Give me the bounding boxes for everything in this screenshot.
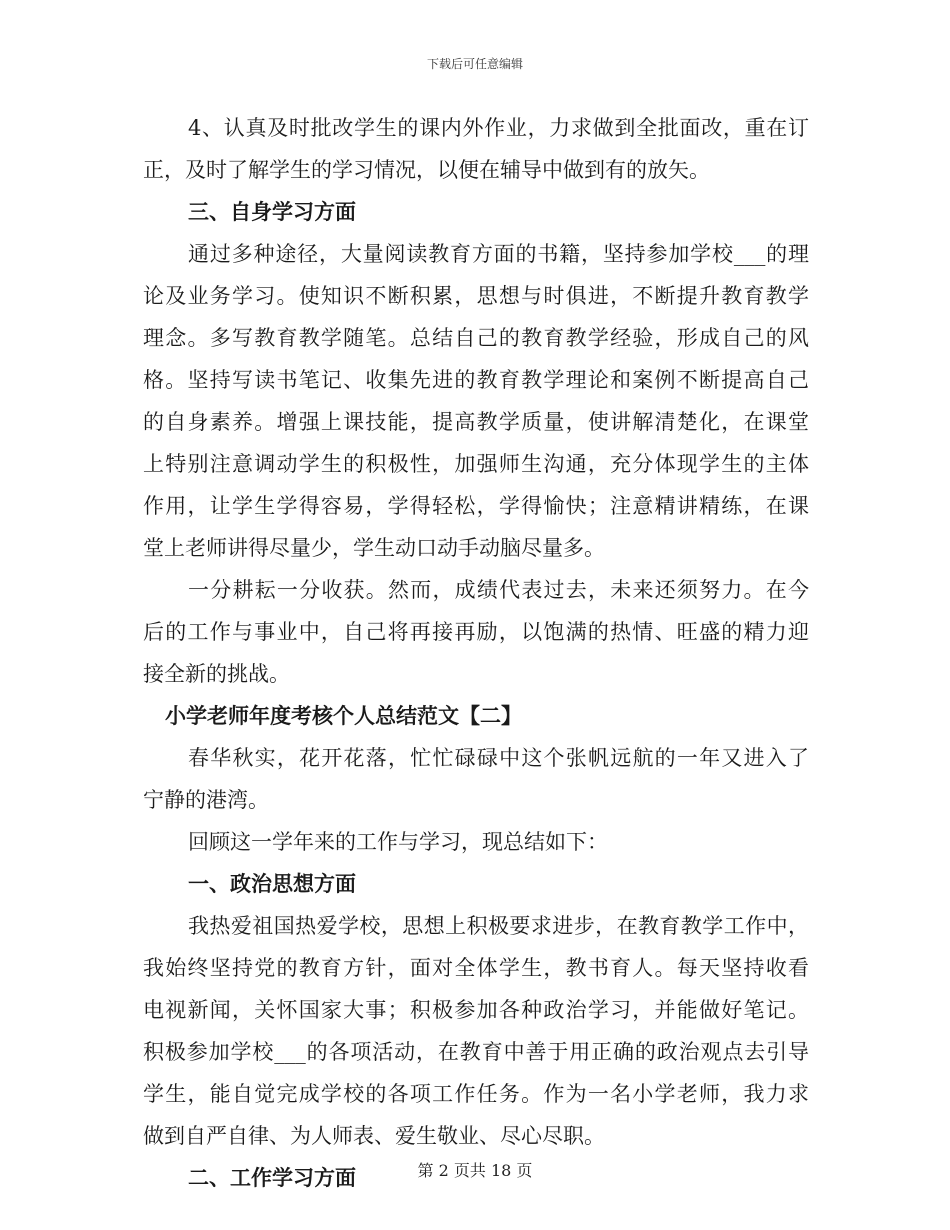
text-line: 4、认真及时批改学生的课内外作业，力求做到全批面改，重在订	[188, 116, 809, 140]
text-line: 作用，让学生学得容易，学得轻松，学得愉快；注意精讲精练，在课	[143, 494, 809, 518]
text-line: 春华秋实，花开花落，忙忙碌碌中这个张帆远航的一年又进入了	[188, 746, 809, 770]
text-line: 理念。多写教育教学随笔。总结自己的教育教学经验，形成自己的风	[143, 326, 809, 350]
page-header: 下载后可任意编辑	[426, 57, 523, 71]
text-line: 回顾这一学年来的工作与学习，现总结如下：	[188, 830, 608, 854]
document-body	[143, 107, 809, 1199]
text-line: 接全新的挑战。	[143, 662, 290, 686]
text-line: 学生，能自觉完成学校的各项工作任务。作为一名小学老师，我力求	[143, 1082, 809, 1106]
section-heading: 三、自身学习方面	[188, 199, 356, 224]
text-line: 我热爱祖国热爱学校，思想上积极要求进步，在教育教学工作中，	[188, 914, 809, 938]
text-line: 宁静的港湾。	[143, 788, 269, 812]
text-line: 堂上老师讲得尽量少，学生动口动手动脑尽量多。	[143, 536, 605, 560]
section-heading: 二、工作学习方面	[188, 1165, 356, 1190]
text-line: 论及业务学习。使知识不断积累，思想与时俱进，不断提升教育教学	[143, 284, 809, 308]
text-line: 一分耕耘一分收获。然而，成绩代表过去，未来还须努力。在今	[188, 578, 809, 602]
text-line: 做到自严自律、为人师表、爱生敬业、尽心尽职。	[143, 1124, 605, 1148]
section-title: 小学老师年度考核个人总结范文【二】	[165, 703, 522, 728]
page-footer: 第 2 页共 18 页	[417, 1161, 533, 1180]
text-line: 我始终坚持党的教育方针，面对全体学生，教书育人。每天坚持收看	[143, 956, 809, 980]
text-line: 格。坚持写读书笔记、收集先进的教育教学理论和案例不断提高自己	[143, 368, 809, 392]
section-heading: 一、政治思想方面	[188, 871, 356, 896]
text-line: 的自身素养。增强上课技能，提高教学质量，使讲解清楚化，在课堂	[143, 410, 809, 434]
text-line: 积极参加学校___的各项活动，在教育中善于用正确的政治观点去引导	[143, 1040, 809, 1064]
text-line: 上特别注意调动学生的积极性，加强师生沟通，充分体现学生的主体	[143, 452, 809, 476]
text-line: 通过多种途径，大量阅读教育方面的书籍，坚持参加学校___的理	[188, 242, 809, 266]
text-line: 正，及时了解学生的学习情况，以便在辅导中做到有的放矢。	[143, 158, 710, 182]
text-line: 电视新闻，关怀国家大事；积极参加各种政治学习，并能做好笔记。	[143, 998, 809, 1022]
text-line: 后的工作与事业中，自己将再接再励，以饱满的热情、旺盛的精力迎	[143, 620, 809, 644]
